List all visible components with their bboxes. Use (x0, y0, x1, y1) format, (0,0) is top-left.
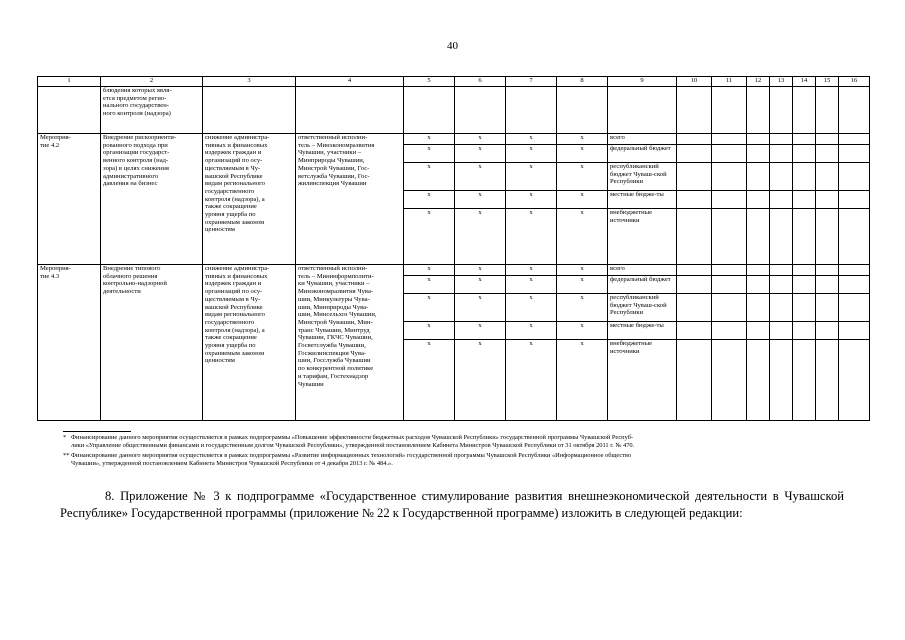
budget-code-mark: x (506, 294, 557, 322)
year-amount-cell (793, 163, 816, 191)
footnote-2 (63, 452, 851, 468)
year-amount-cell (816, 322, 839, 340)
year-amount-cell (793, 145, 816, 163)
year-amount-cell (770, 145, 793, 163)
funding-source: местные бюдже-ты (608, 191, 677, 209)
column-number: 16 (839, 77, 870, 87)
executor-line: Минстрой Чувашии, Мин- (298, 318, 373, 326)
year-amount-cell (770, 209, 793, 265)
executor-line: ответственный исполни- (298, 134, 368, 141)
executor-line: ветслужба Чувашии, Гос- (298, 172, 370, 180)
budget-code-mark: x (557, 163, 608, 191)
column-number: 15 (816, 77, 839, 87)
financing-table (37, 76, 870, 421)
empty-cell (455, 87, 506, 134)
expected-result-line: снижение администра- (205, 134, 270, 141)
year-amount-cell (770, 340, 793, 421)
year-amount-cell (793, 294, 816, 322)
year-amount-cell (677, 294, 712, 322)
budget-code-mark: x (455, 191, 506, 209)
activity-name-line: давления на бизнес (103, 180, 158, 188)
budget-code-mark: x (455, 276, 506, 294)
funding-source: федеральный бюджет (608, 276, 677, 294)
budget-code-mark: x (404, 340, 455, 421)
year-amount-cell (770, 322, 793, 340)
executor-line: шии, Минсельхоз Чувашии, (298, 311, 377, 319)
expected-result-line: государственного (205, 187, 255, 195)
funding-source: внебюджетные источники (608, 209, 677, 265)
budget-code-mark: x (557, 209, 608, 265)
column-number: 4 (296, 77, 404, 87)
year-amount-cell (839, 340, 870, 421)
expected-result-line: организаций по осу- (205, 157, 263, 165)
year-amount-cell (677, 191, 712, 209)
empty-cell (506, 87, 557, 134)
expected-result-line: уровня ущерба по (205, 211, 256, 219)
year-amount-cell (712, 191, 747, 209)
activity-name-line: зора) в целях снижения (103, 164, 169, 172)
empty-cell (557, 87, 608, 134)
budget-code-mark: x (506, 163, 557, 191)
year-amount-cell (770, 265, 793, 276)
amendment-paragraph: 8. Приложение № 3 к подпрограмме «Государственное стимулирование развития внешнеэкономической деятельности в Чувашской Республике» Государственной программы (приложение № 22 к Государственной программе) изложить в следующей редакции: (60, 489, 844, 520)
budget-code-mark: x (506, 276, 557, 294)
executor-line: тель – Мининформполити- (298, 272, 374, 280)
empty-cell (747, 87, 770, 134)
activity-name-line: деятельности (103, 288, 141, 296)
year-amount-cell (747, 163, 770, 191)
year-amount-cell (839, 294, 870, 322)
column-number: 5 (404, 77, 455, 87)
expected-result-line: охраняемым законом (205, 349, 265, 357)
table-header-row (38, 77, 870, 87)
year-amount-cell (747, 340, 770, 421)
expected-result-line: издержек граждан и (205, 280, 262, 288)
column-number: 9 (608, 77, 677, 87)
executor-line: тель – Минэкономразвития (298, 141, 375, 149)
executor-line: ки Чувашии, участники – (298, 280, 370, 288)
continuation-cell (101, 87, 203, 134)
column-number: 1 (38, 77, 101, 87)
year-amount-cell (839, 191, 870, 209)
year-amount-cell (793, 265, 816, 276)
funding-source: республиканский бюджет Чуваш-ской Республики (608, 163, 677, 191)
activity-number: Мероприя- тие 4.2 (38, 134, 101, 265)
empty-cell (404, 87, 455, 134)
expected-result-line: ществляемым в Чу- (205, 164, 261, 172)
activity-name-line: облачного решения (103, 272, 158, 280)
budget-code-mark: x (506, 265, 557, 276)
empty-cell (296, 87, 404, 134)
year-amount-cell (712, 163, 747, 191)
expected-result-line: снижение администра- (205, 265, 270, 272)
executor (296, 265, 404, 421)
year-amount-cell (677, 209, 712, 265)
column-number: 6 (455, 77, 506, 87)
empty-cell (677, 87, 712, 134)
activity-name (101, 265, 203, 421)
budget-code-mark: x (404, 163, 455, 191)
year-amount-cell (816, 265, 839, 276)
budget-code-mark: x (404, 134, 455, 145)
year-amount-cell (770, 294, 793, 322)
budget-code-mark: x (404, 276, 455, 294)
executor-line: Чувашии, участники – (298, 149, 362, 157)
year-amount-cell (747, 276, 770, 294)
executor-line: шии, Минкультуры Чува- (298, 295, 370, 303)
executor-line: Минэкономразвития Чува- (298, 288, 374, 296)
year-amount-cell (712, 145, 747, 163)
continuation-line: ется предметом регио- (103, 94, 167, 102)
executor-line: ответственный исполни- (298, 265, 368, 272)
funding-source: внебюджетные источники (608, 340, 677, 421)
expected-result-line: охраняемым законом (205, 218, 265, 226)
empty-cell (712, 87, 747, 134)
year-amount-cell (793, 276, 816, 294)
budget-code-mark: x (557, 265, 608, 276)
budget-code-mark: x (506, 340, 557, 421)
expected-result-line: контроля (надзора), а (205, 195, 265, 203)
expected-result-line: государственного (205, 318, 255, 326)
activity-name-line: венного контроля (над- (103, 157, 169, 165)
footnote-1-line-2: лики «Управление общественными финансами и государственным долгом Чувашской Республики», утвержденной постановлением Кабинета Министров Чувашской Республики от 31 октября 2011 г. № 470. (71, 442, 635, 450)
year-amount-cell (747, 191, 770, 209)
expected-result-line: тивных и финансовых (205, 141, 268, 149)
expected-result-line: издержек граждан и (205, 149, 262, 157)
year-amount-cell (770, 191, 793, 209)
year-amount-cell (747, 209, 770, 265)
year-amount-cell (747, 322, 770, 340)
year-amount-cell (677, 322, 712, 340)
column-number: 10 (677, 77, 712, 87)
activity-name-line: организации государст- (103, 149, 170, 157)
executor-line: транс Чувашии, Минтруд (298, 326, 370, 334)
year-amount-cell (677, 276, 712, 294)
executor-line: Госжилинспекция Чува- (298, 349, 367, 357)
year-amount-cell (677, 340, 712, 421)
empty-cell (38, 87, 101, 134)
year-amount-cell (839, 276, 870, 294)
empty-cell (770, 87, 793, 134)
year-amount-cell (677, 145, 712, 163)
budget-code-mark: x (557, 134, 608, 145)
empty-cell (793, 87, 816, 134)
footnote-separator (63, 431, 131, 432)
column-number: 11 (712, 77, 747, 87)
footnote-2-mark: ** (63, 452, 70, 459)
executor-line: Минстрой Чувашии, Гос- (298, 164, 370, 172)
activity-name-line: контрольно-надзорной (103, 280, 167, 288)
year-amount-cell (839, 265, 870, 276)
year-amount-cell (712, 209, 747, 265)
expected-result-line: ществляемым в Чу- (205, 295, 261, 303)
column-number: 7 (506, 77, 557, 87)
year-amount-cell (677, 134, 712, 145)
year-amount-cell (747, 145, 770, 163)
year-amount-cell (747, 265, 770, 276)
expected-result-line: уровня ущерба по (205, 342, 256, 350)
year-amount-cell (793, 322, 816, 340)
budget-code-mark: x (557, 294, 608, 322)
activity-name-line: административного (103, 172, 159, 180)
year-amount-cell (793, 191, 816, 209)
year-amount-cell (816, 209, 839, 265)
expected-result-line: видам регионального (205, 311, 265, 319)
budget-code-mark: x (557, 276, 608, 294)
expected-result-line: также сокращение (205, 334, 257, 342)
continuation-row (38, 87, 870, 134)
budget-code-mark: x (404, 209, 455, 265)
column-number: 12 (747, 77, 770, 87)
budget-code-mark: x (455, 163, 506, 191)
footnote-2-line-1: Финансирование данного мероприятия осуществляется в рамках подпрограммы «Развитие информационных технологий» государственной программы Чувашской Республики «Информационное общество (71, 452, 632, 459)
year-amount-cell (712, 294, 747, 322)
expected-result-line: организаций по осу- (205, 288, 263, 296)
executor-line: жилинспекция Чувашии (298, 180, 367, 188)
executor-line: Минприроды Чувашии, (298, 157, 365, 165)
empty-cell (608, 87, 677, 134)
budget-code-mark: x (455, 134, 506, 145)
year-amount-cell (793, 209, 816, 265)
budget-code-mark: x (506, 134, 557, 145)
year-amount-cell (770, 163, 793, 191)
footnote-1 (63, 434, 851, 450)
budget-code-mark: x (404, 322, 455, 340)
year-amount-cell (712, 340, 747, 421)
activity-name (101, 134, 203, 265)
page-number: 40 (447, 40, 458, 52)
budget-code-mark: x (404, 145, 455, 163)
year-amount-cell (770, 276, 793, 294)
year-amount-cell (793, 134, 816, 145)
footnote-2-line-2: Чувашии», утвержденной постановлением Кабинета Министров Чувашской Республики от 4 декабря 2013 г. № 484.». (71, 460, 393, 468)
activity-name-line: рованного подхода при (103, 141, 168, 149)
funding-source: федеральный бюджет (608, 145, 677, 163)
executor-line: Чувашии (298, 380, 324, 388)
table-row (38, 265, 870, 276)
year-amount-cell (839, 134, 870, 145)
column-number: 2 (101, 77, 203, 87)
funding-source: республиканский бюджет Чуваш-ской Республики (608, 294, 677, 322)
year-amount-cell (793, 340, 816, 421)
footnote-1-line-1: Финансирование данного мероприятия осуществляется в рамках подпрограммы «Повышение эффективности бюджетных расходов Чувашской Республики» государственной программы Чувашской Респуб- (71, 434, 634, 441)
budget-code-mark: x (557, 145, 608, 163)
budget-code-mark: x (455, 265, 506, 276)
empty-cell (816, 87, 839, 134)
budget-code-mark: x (455, 340, 506, 421)
activity-name-line: Внедрение типового (103, 265, 161, 272)
expected-result (203, 134, 296, 265)
funding-source: местные бюдже-ты (608, 322, 677, 340)
budget-code-mark: x (506, 145, 557, 163)
year-amount-cell (816, 145, 839, 163)
year-amount-cell (839, 209, 870, 265)
expected-result-line: контроля (надзора), а (205, 326, 265, 334)
expected-result-line: видам регионального (205, 180, 265, 188)
year-amount-cell (747, 294, 770, 322)
budget-code-mark: x (557, 191, 608, 209)
expected-result-line: вашской Республике (205, 172, 263, 180)
column-number: 14 (793, 77, 816, 87)
column-number: 13 (770, 77, 793, 87)
continuation-line: ного контроля (надзора) (103, 110, 171, 118)
year-amount-cell (712, 134, 747, 145)
expected-result-line: тивных и финансовых (205, 272, 268, 280)
funding-source: всего (608, 134, 677, 145)
year-amount-cell (816, 294, 839, 322)
year-amount-cell (839, 163, 870, 191)
budget-code-mark: x (455, 294, 506, 322)
budget-code-mark: x (404, 191, 455, 209)
budget-code-mark: x (506, 209, 557, 265)
executor-line: шии, Минприроды Чува- (298, 303, 369, 311)
executor-line: по конкурентной политике (298, 365, 374, 373)
year-amount-cell (816, 163, 839, 191)
expected-result-line: ценностям (205, 226, 235, 234)
expected-result-line: вашской Республике (205, 303, 263, 311)
budget-code-mark: x (404, 265, 455, 276)
executor-line: Чувашии, ГКЧС Чувашии, (298, 334, 373, 342)
expected-result-line: также сокращение (205, 203, 257, 211)
executor (296, 134, 404, 265)
executor-line: Госветслужба Чувашии, (298, 342, 366, 350)
year-amount-cell (677, 163, 712, 191)
year-amount-cell (770, 134, 793, 145)
column-number: 8 (557, 77, 608, 87)
year-amount-cell (712, 265, 747, 276)
executor-line: и тарифам, Гостехнадзор (298, 372, 369, 380)
year-amount-cell (816, 276, 839, 294)
empty-cell (839, 87, 870, 134)
empty-cell (203, 87, 296, 134)
executor-line: шии, Госслужба Чувашии (298, 357, 371, 365)
expected-result (203, 265, 296, 421)
budget-code-mark: x (404, 294, 455, 322)
continuation-line: нального государствен- (103, 102, 169, 110)
funding-source: всего (608, 265, 677, 276)
year-amount-cell (747, 134, 770, 145)
budget-code-mark: x (557, 322, 608, 340)
year-amount-cell (839, 322, 870, 340)
year-amount-cell (712, 322, 747, 340)
table-row (38, 134, 870, 145)
budget-code-mark: x (506, 322, 557, 340)
budget-code-mark: x (455, 322, 506, 340)
year-amount-cell (816, 340, 839, 421)
activity-name-line: Внедрение рискоориенти- (103, 134, 177, 141)
year-amount-cell (839, 145, 870, 163)
footnote-1-mark: * (63, 434, 67, 441)
budget-code-mark: x (455, 209, 506, 265)
activity-number: Мероприя- тие 4.3 (38, 265, 101, 421)
year-amount-cell (712, 276, 747, 294)
budget-code-mark: x (557, 340, 608, 421)
budget-code-mark: x (506, 191, 557, 209)
year-amount-cell (677, 265, 712, 276)
budget-code-mark: x (455, 145, 506, 163)
year-amount-cell (816, 134, 839, 145)
year-amount-cell (816, 191, 839, 209)
expected-result-line: ценностям (205, 357, 235, 365)
column-number: 3 (203, 77, 296, 87)
continuation-line: блюдения которых явля- (103, 87, 172, 94)
